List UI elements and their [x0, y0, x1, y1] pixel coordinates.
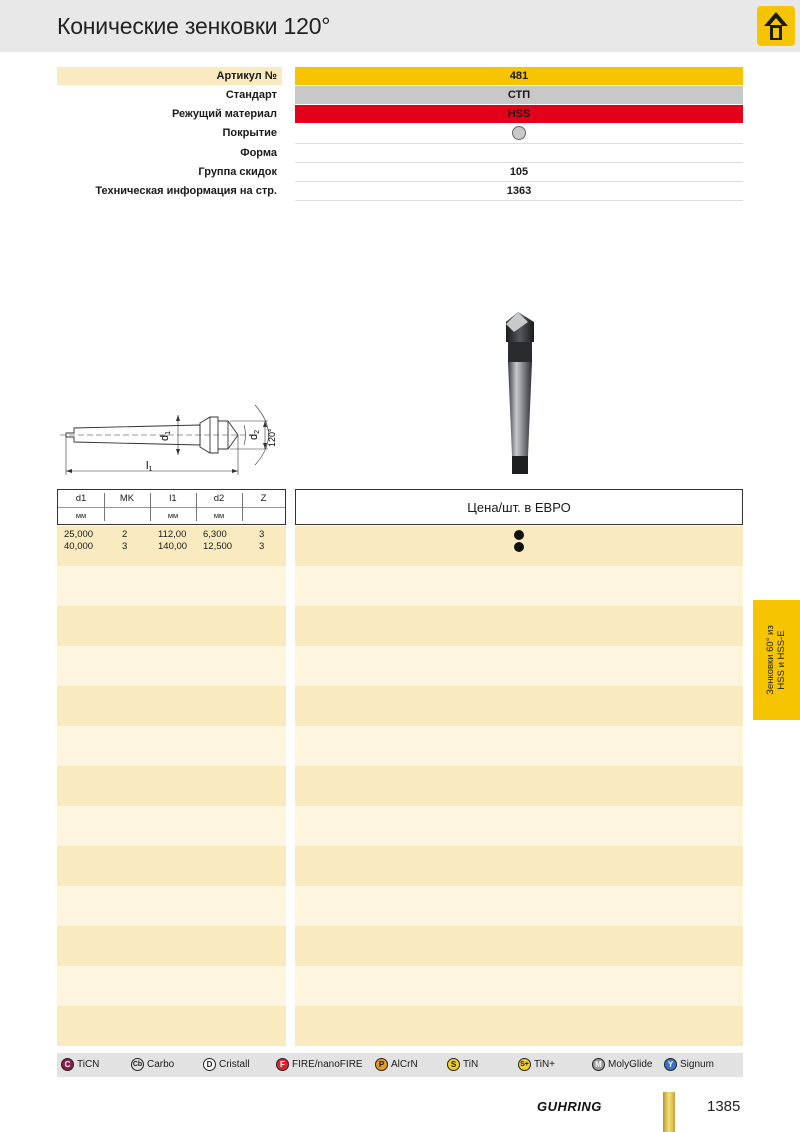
alcrn-coating-icon: P — [375, 1058, 388, 1071]
unit-mk — [104, 508, 150, 524]
legend-label: TiCN — [77, 1059, 100, 1070]
cell-z: 3 — [259, 541, 265, 552]
price-table-header — [295, 489, 743, 525]
table-band — [295, 766, 743, 806]
table-band — [295, 726, 743, 766]
signum-coating-icon: Y — [664, 1058, 677, 1071]
side-tab-label: Зенковки 60° из HSS и HSS-E — [765, 625, 787, 695]
l1-label: l1 — [146, 460, 153, 473]
legend-item-signum — [664, 1058, 714, 1072]
page-title: Конические зенковки 120° — [57, 13, 331, 39]
unit-z — [242, 508, 285, 524]
tin-coating-icon: S — [447, 1058, 460, 1071]
standard-label: Стандарт — [225, 89, 277, 101]
material-value: HSS — [295, 105, 743, 123]
cell-d2: 12,500 — [203, 541, 233, 552]
availability-dot-icon — [514, 530, 524, 540]
legend-item-tinplus — [518, 1058, 555, 1072]
col-d1: d1 — [75, 493, 87, 504]
legend-item-ticn — [61, 1058, 99, 1072]
carbo-coating-icon: Cb — [131, 1058, 144, 1071]
coating-legend — [57, 1053, 743, 1077]
article-label: Артикул № — [57, 67, 282, 85]
col-d2: d2 — [213, 493, 225, 504]
d2-label: d2 — [248, 429, 261, 440]
techinfo-label: Техническая информация на стр. — [95, 185, 277, 197]
material-label: Режущий материал — [171, 108, 277, 120]
separator — [295, 200, 743, 201]
table-band — [295, 926, 743, 966]
table-band — [295, 566, 743, 606]
legend-label: AlCrN — [391, 1059, 418, 1070]
cristall-coating-icon: D — [203, 1058, 216, 1071]
table-band — [57, 806, 286, 846]
cell-d1: 40,000 — [64, 541, 94, 552]
legend-label: TiN+ — [534, 1059, 556, 1070]
availability-dot-icon — [514, 542, 524, 552]
coating-value — [295, 124, 743, 142]
form-value — [295, 144, 743, 162]
gold-bar — [663, 1092, 675, 1132]
legend-label: TiN — [463, 1059, 479, 1070]
table-band — [57, 686, 286, 726]
price-header: Цена/шт. в ЕВРО — [467, 500, 571, 515]
col-mk: MK — [119, 493, 135, 504]
col-l1: l1 — [169, 493, 177, 504]
uncoated-circle-icon — [512, 126, 526, 140]
ticn-coating-icon: C — [61, 1058, 74, 1071]
angle-label: 120° — [267, 428, 277, 447]
form-label: Форма — [240, 147, 277, 159]
table-band — [57, 966, 286, 1006]
table-band — [295, 1006, 743, 1046]
col-z: Z — [260, 493, 267, 504]
molyglide-coating-icon: M — [592, 1058, 605, 1071]
cell-mk: 3 — [122, 541, 128, 552]
drill-bit-logo-icon — [757, 6, 795, 46]
table-band — [57, 606, 286, 646]
techinfo-value: 1363 — [506, 185, 532, 197]
d1-label: d1 — [159, 430, 172, 441]
legend-item-carbo — [131, 1058, 174, 1072]
section-side-tab[interactable] — [753, 600, 800, 720]
unit-d2: мм — [213, 511, 225, 520]
unit-d1: мм — [75, 511, 87, 520]
table-band — [57, 566, 286, 606]
cell-d1: 25,000 — [64, 529, 94, 540]
cell-d2: 6,300 — [203, 529, 227, 540]
legend-item-fire — [276, 1058, 363, 1072]
brand-logo: GUHRING — [537, 1099, 602, 1114]
countersink-photo — [490, 308, 550, 478]
table-band — [295, 606, 743, 646]
legend-label: Cristall — [219, 1059, 250, 1070]
legend-label: Signum — [680, 1059, 714, 1070]
article-value: 481 — [295, 67, 743, 85]
cell-mk: 2 — [122, 529, 128, 540]
legend-label: Carbo — [147, 1059, 175, 1070]
table-band — [57, 726, 286, 766]
fire-coating-icon: F — [276, 1058, 289, 1071]
cell-z: 3 — [259, 529, 265, 540]
table-band — [57, 1006, 286, 1046]
table-band — [57, 926, 286, 966]
table-band — [295, 806, 743, 846]
table-band — [295, 886, 743, 926]
table-band — [57, 766, 286, 806]
table-band — [295, 846, 743, 886]
discount-value: 105 — [509, 166, 529, 178]
table-band — [57, 846, 286, 886]
table-band — [295, 646, 743, 686]
legend-item-tin — [447, 1058, 478, 1072]
cell-l1: 112,00 — [158, 529, 187, 540]
cell-l1: 140,00 — [158, 541, 188, 552]
table-band — [295, 686, 743, 726]
table-band — [57, 646, 286, 686]
table-band — [57, 886, 286, 926]
coating-label: Покрытие — [222, 127, 277, 139]
discount-label: Группа скидок — [198, 166, 277, 178]
legend-label: FIRE/nanoFIRE — [292, 1059, 363, 1070]
legend-item-cristall — [203, 1058, 250, 1072]
table-band — [295, 966, 743, 1006]
unit-l1: мм — [167, 511, 179, 520]
page-number: 1385 — [707, 1098, 741, 1115]
legend-item-molyglide — [592, 1058, 652, 1072]
legend-item-alcrn — [375, 1058, 418, 1072]
legend-label: MolyGlide — [608, 1059, 653, 1070]
tool-drawing — [60, 395, 290, 480]
tinplus-coating-icon: S+ — [518, 1058, 531, 1071]
dimensions-table-header — [57, 489, 286, 525]
standard-value: СТП — [295, 86, 743, 104]
